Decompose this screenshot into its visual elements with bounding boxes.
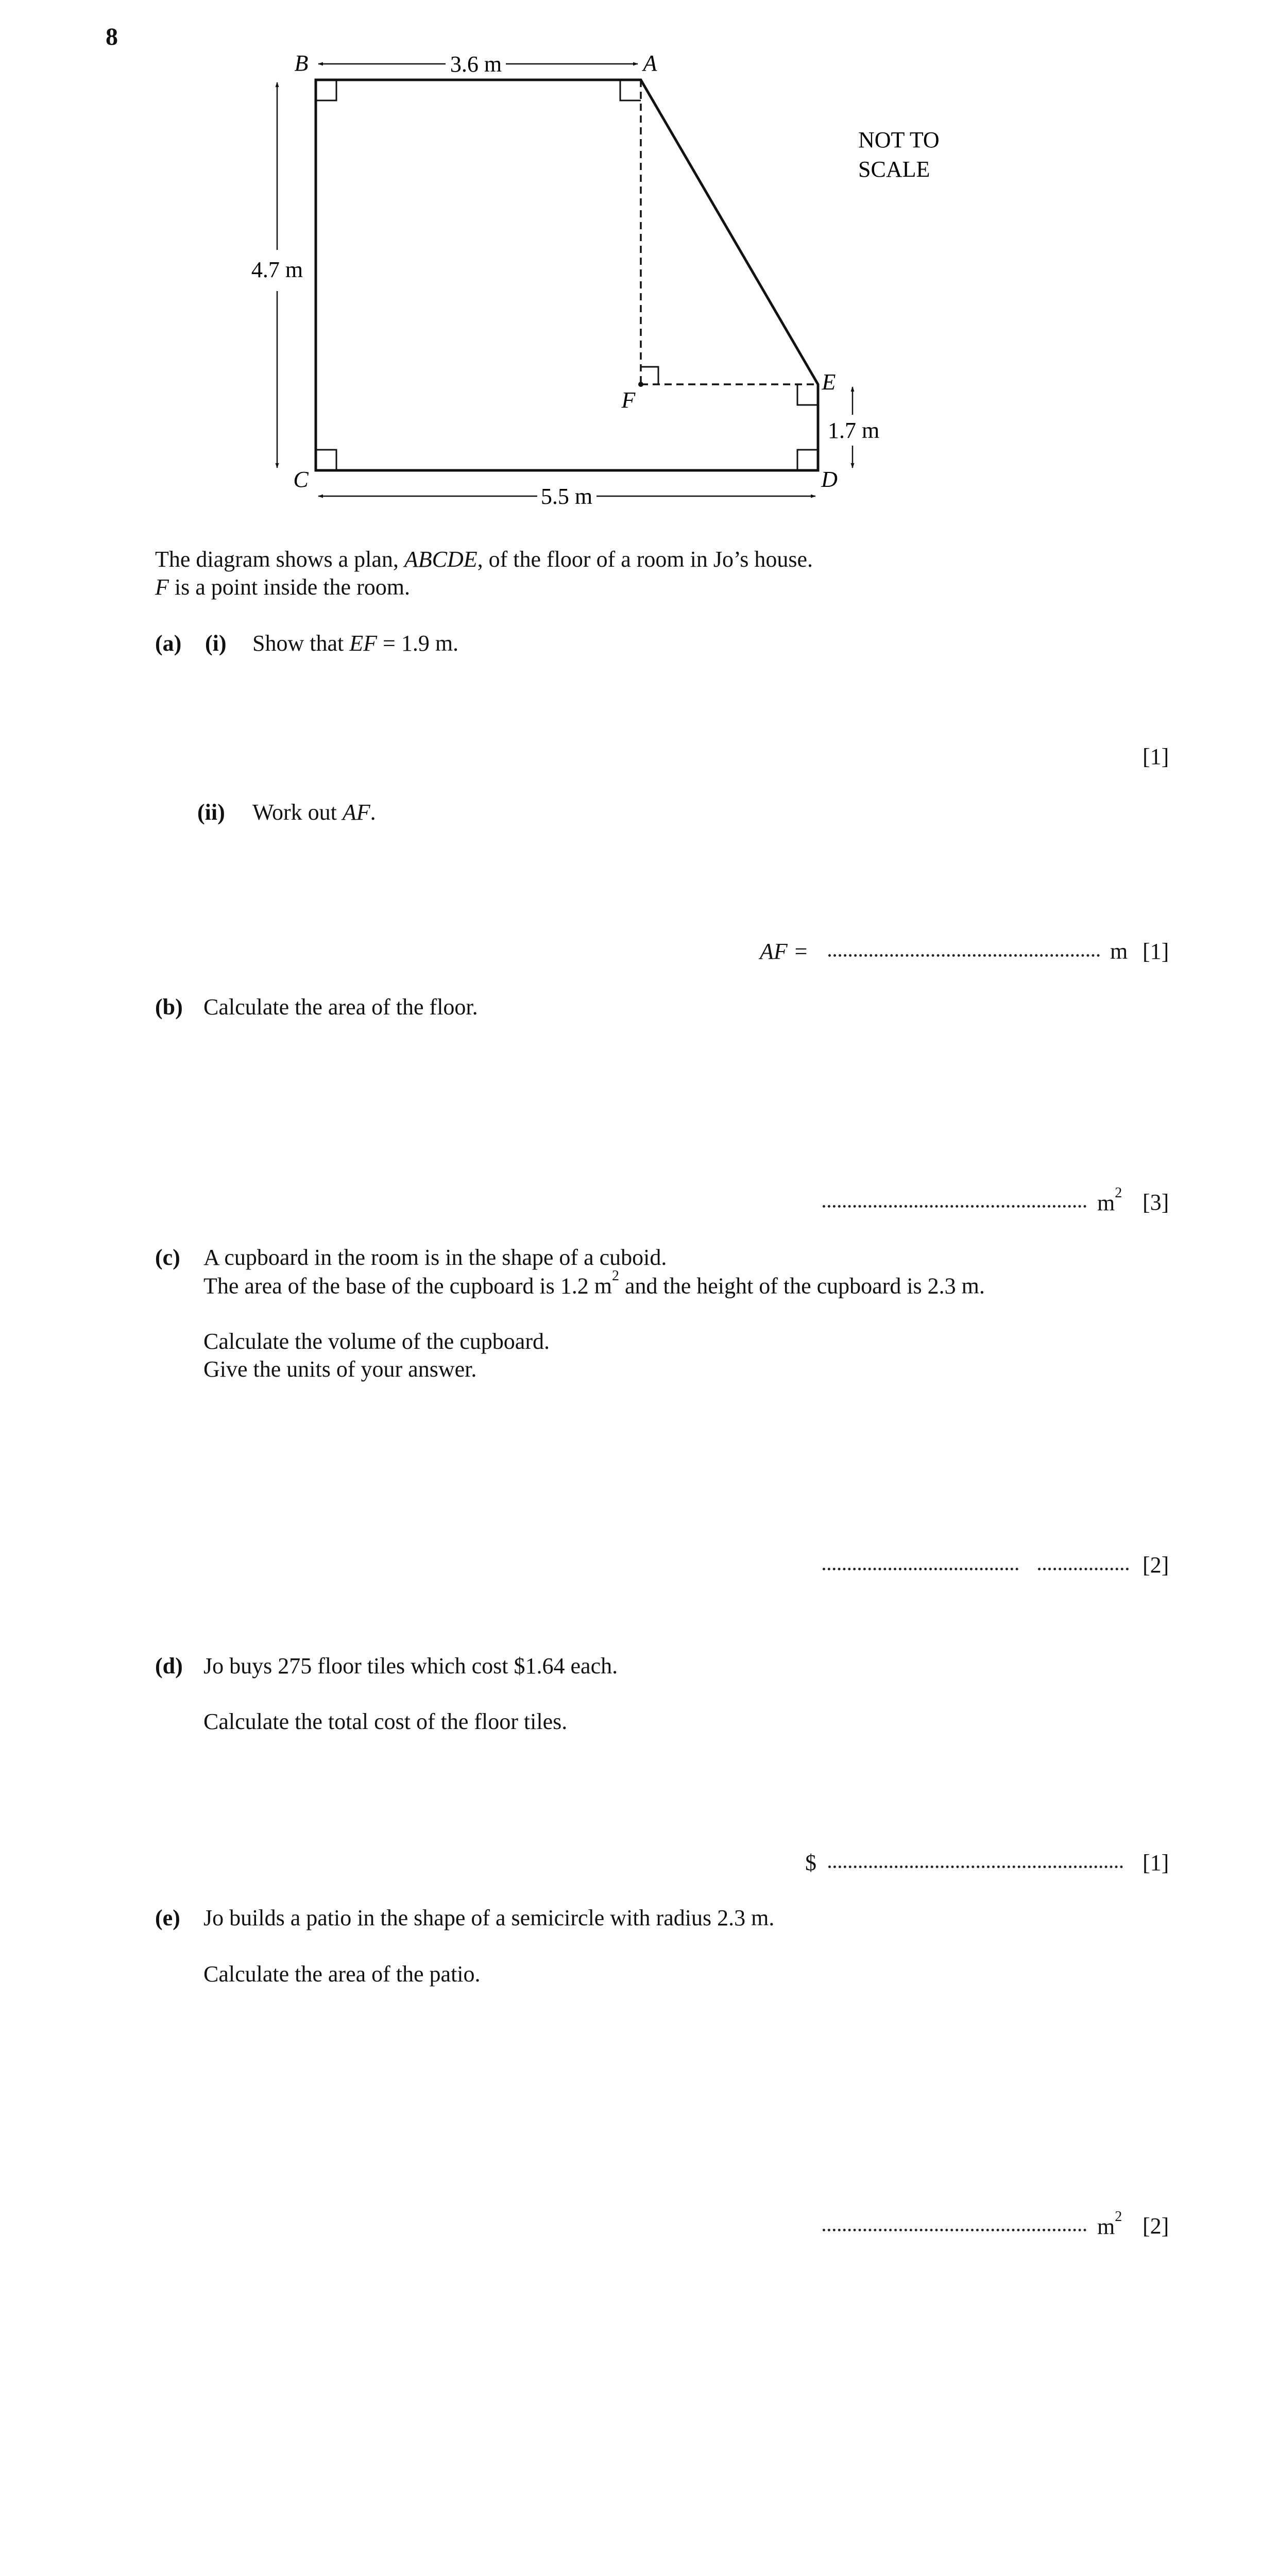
question-number: 8 xyxy=(106,23,118,50)
part-b-marks: [3] xyxy=(1143,1190,1169,1215)
question-text: and the height of the cupboard is 2.3 m. xyxy=(619,1273,985,1299)
vertex-label-a: A xyxy=(643,50,657,76)
floor-plan-diagram xyxy=(0,0,1278,536)
part-e-marks: [2] xyxy=(1143,2213,1169,2239)
part-d-line-1: Jo buys 275 floor tiles which cost $1.64 each. xyxy=(203,1653,618,1679)
intro-text: , of the floor of a room in Jo’s house. xyxy=(477,547,813,572)
intro-line-1 xyxy=(155,548,813,571)
part-a-ii-unit: m xyxy=(1110,939,1128,964)
part-e-unit xyxy=(1097,2209,1122,2240)
part-c-answer-line[interactable] xyxy=(823,1554,1018,1577)
part-c-line-1: A cupboard in the room is in the shape of a cuboid. xyxy=(203,1245,667,1270)
question-text: = 1.9 m. xyxy=(377,631,459,656)
part-c-units-line[interactable] xyxy=(1038,1554,1129,1577)
intro-point-name: F xyxy=(155,574,169,600)
right-angle-d xyxy=(797,450,818,470)
part-d-currency: $ xyxy=(805,1850,816,1875)
part-a-i-marks: [1] xyxy=(1143,744,1169,769)
intro-shape-name: ABCDE xyxy=(404,547,478,572)
right-angle-e xyxy=(797,384,818,405)
question-text: . xyxy=(370,800,376,825)
part-a-i-label: (i) xyxy=(205,631,227,656)
dim-right-label: 1.7 m xyxy=(828,418,880,443)
part-a-i-question xyxy=(252,632,458,655)
question-text: Show that xyxy=(252,631,350,656)
not-to-scale-line2: SCALE xyxy=(858,157,930,182)
part-e-answer-line[interactable] xyxy=(823,2215,1086,2238)
unit-text: m xyxy=(1097,1190,1115,1216)
right-angle-a xyxy=(620,80,641,100)
part-a-ii-question xyxy=(252,801,376,824)
segment-name: AF xyxy=(342,800,370,825)
dim-top-label: 3.6 m xyxy=(450,52,502,77)
part-b-answer-line[interactable] xyxy=(823,1191,1086,1214)
part-d-marks: [1] xyxy=(1143,1850,1169,1875)
segment-name: EF xyxy=(349,631,377,656)
part-a-ii-answer-label: AF = xyxy=(760,939,809,964)
part-b-label: (b) xyxy=(155,994,183,1020)
dim-left-label: 4.7 m xyxy=(251,257,303,282)
room-outline xyxy=(316,80,818,470)
vertex-label-d: D xyxy=(821,467,838,492)
part-c-line-4: Give the units of your answer. xyxy=(203,1357,477,1382)
part-e-label: (e) xyxy=(155,1905,180,1930)
part-b-unit xyxy=(1097,1185,1122,1216)
part-c-line-3: Calculate the volume of the cupboard. xyxy=(203,1329,550,1354)
part-c-marks: [2] xyxy=(1143,1552,1169,1578)
part-a-ii-marks: [1] xyxy=(1143,939,1169,964)
point-f xyxy=(638,382,643,387)
not-to-scale-line1: NOT TO xyxy=(858,127,940,152)
right-angle-c xyxy=(316,450,336,470)
intro-line-2 xyxy=(155,576,410,599)
question-text: The area of the base of the cupboard is 1.2 m xyxy=(203,1273,612,1299)
unit-exponent: 2 xyxy=(1115,1185,1122,1201)
question-text: Work out xyxy=(252,800,343,825)
part-e-line-1: Jo builds a patio in the shape of a semicircle with radius 2.3 m. xyxy=(203,1905,775,1930)
part-d-label: (d) xyxy=(155,1653,183,1679)
intro-text: is a point inside the room. xyxy=(168,574,410,600)
vertex-label-c: C xyxy=(293,467,309,492)
unit-text: m xyxy=(1097,2214,1115,2240)
vertex-label-b: B xyxy=(294,50,309,76)
dim-bottom-label: 5.5 m xyxy=(540,484,593,509)
part-b-question: Calculate the area of the floor. xyxy=(203,994,478,1020)
part-d-line-2: Calculate the total cost of the floor tiles. xyxy=(203,1709,568,1734)
unit-exponent: 2 xyxy=(1115,2209,1122,2225)
part-d-answer-line[interactable] xyxy=(828,1852,1123,1874)
part-c-line-2 xyxy=(203,1268,985,1299)
vertex-label-e: E xyxy=(822,369,836,395)
vertex-label-f: F xyxy=(621,387,636,413)
part-c-label: (c) xyxy=(155,1245,180,1270)
part-e-line-2: Calculate the area of the patio. xyxy=(203,1961,481,1987)
right-angle-b xyxy=(316,80,336,100)
intro-text: The diagram shows a plan, xyxy=(155,547,404,572)
right-angle-f xyxy=(641,367,658,384)
part-a-label: (a) xyxy=(155,631,182,656)
unit-exponent: 2 xyxy=(611,1268,619,1284)
part-a-ii-answer-line[interactable] xyxy=(828,940,1100,963)
part-a-ii-label: (ii) xyxy=(197,800,225,825)
